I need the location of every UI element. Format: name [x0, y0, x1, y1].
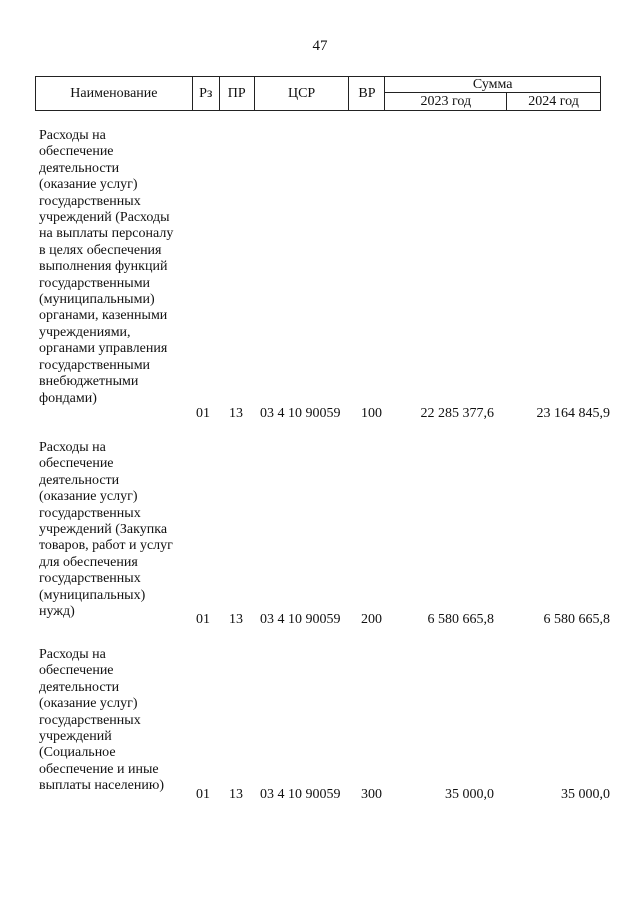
header-year-2024: 2024 год	[507, 93, 601, 111]
row-vr: 200	[361, 612, 382, 627]
header-sum: Сумма	[385, 77, 601, 93]
row-name: Расходы на обеспечение деятельности (оказание услуг) государственных учреждений (Закупка товаров, работ и услуг для обеспечения государственных (муниципальных) нужд)	[39, 440, 173, 620]
page-number: 47	[312, 38, 328, 54]
row-name: Расходы на обеспечение деятельности (оказание услуг) государственных учреждений (Расходы на выплаты персоналу в целях обеспечения выполнения функций государственными (муниципальными) органами, казенными учреждениями, органами управления государственными внебюджетными фондами)	[39, 128, 174, 406]
header-rz: Рз	[192, 77, 219, 111]
row-rz: 01	[196, 612, 210, 627]
row-sum-2024: 23 164 845,9	[536, 406, 610, 421]
header-csr: ЦСР	[254, 77, 349, 111]
header-year-2023: 2023 год	[385, 93, 507, 111]
row-sum-2024: 6 580 665,8	[543, 612, 610, 627]
row-pr: 13	[229, 406, 243, 421]
row-pr: 13	[229, 787, 243, 802]
row-csr: 03 4 10 90059	[260, 787, 341, 802]
row-sum-2023: 22 285 377,6	[420, 406, 494, 421]
header-name: Наименование	[36, 77, 193, 111]
row-vr: 100	[361, 406, 382, 421]
row-csr: 03 4 10 90059	[260, 612, 341, 627]
row-name: Расходы на обеспечение деятельности (оказание услуг) государственных учреждений (Социальное обеспечение и иные выплаты населению)	[39, 647, 164, 794]
row-csr: 03 4 10 90059	[260, 406, 341, 421]
row-rz: 01	[196, 787, 210, 802]
row-pr: 13	[229, 612, 243, 627]
row-vr: 300	[361, 787, 382, 802]
row-sum-2024: 35 000,0	[561, 787, 610, 802]
row-sum-2023: 35 000,0	[445, 787, 494, 802]
header-pr: ПР	[219, 77, 254, 111]
row-sum-2023: 6 580 665,8	[427, 612, 494, 627]
header-vr: ВР	[349, 77, 385, 111]
row-rz: 01	[196, 406, 210, 421]
